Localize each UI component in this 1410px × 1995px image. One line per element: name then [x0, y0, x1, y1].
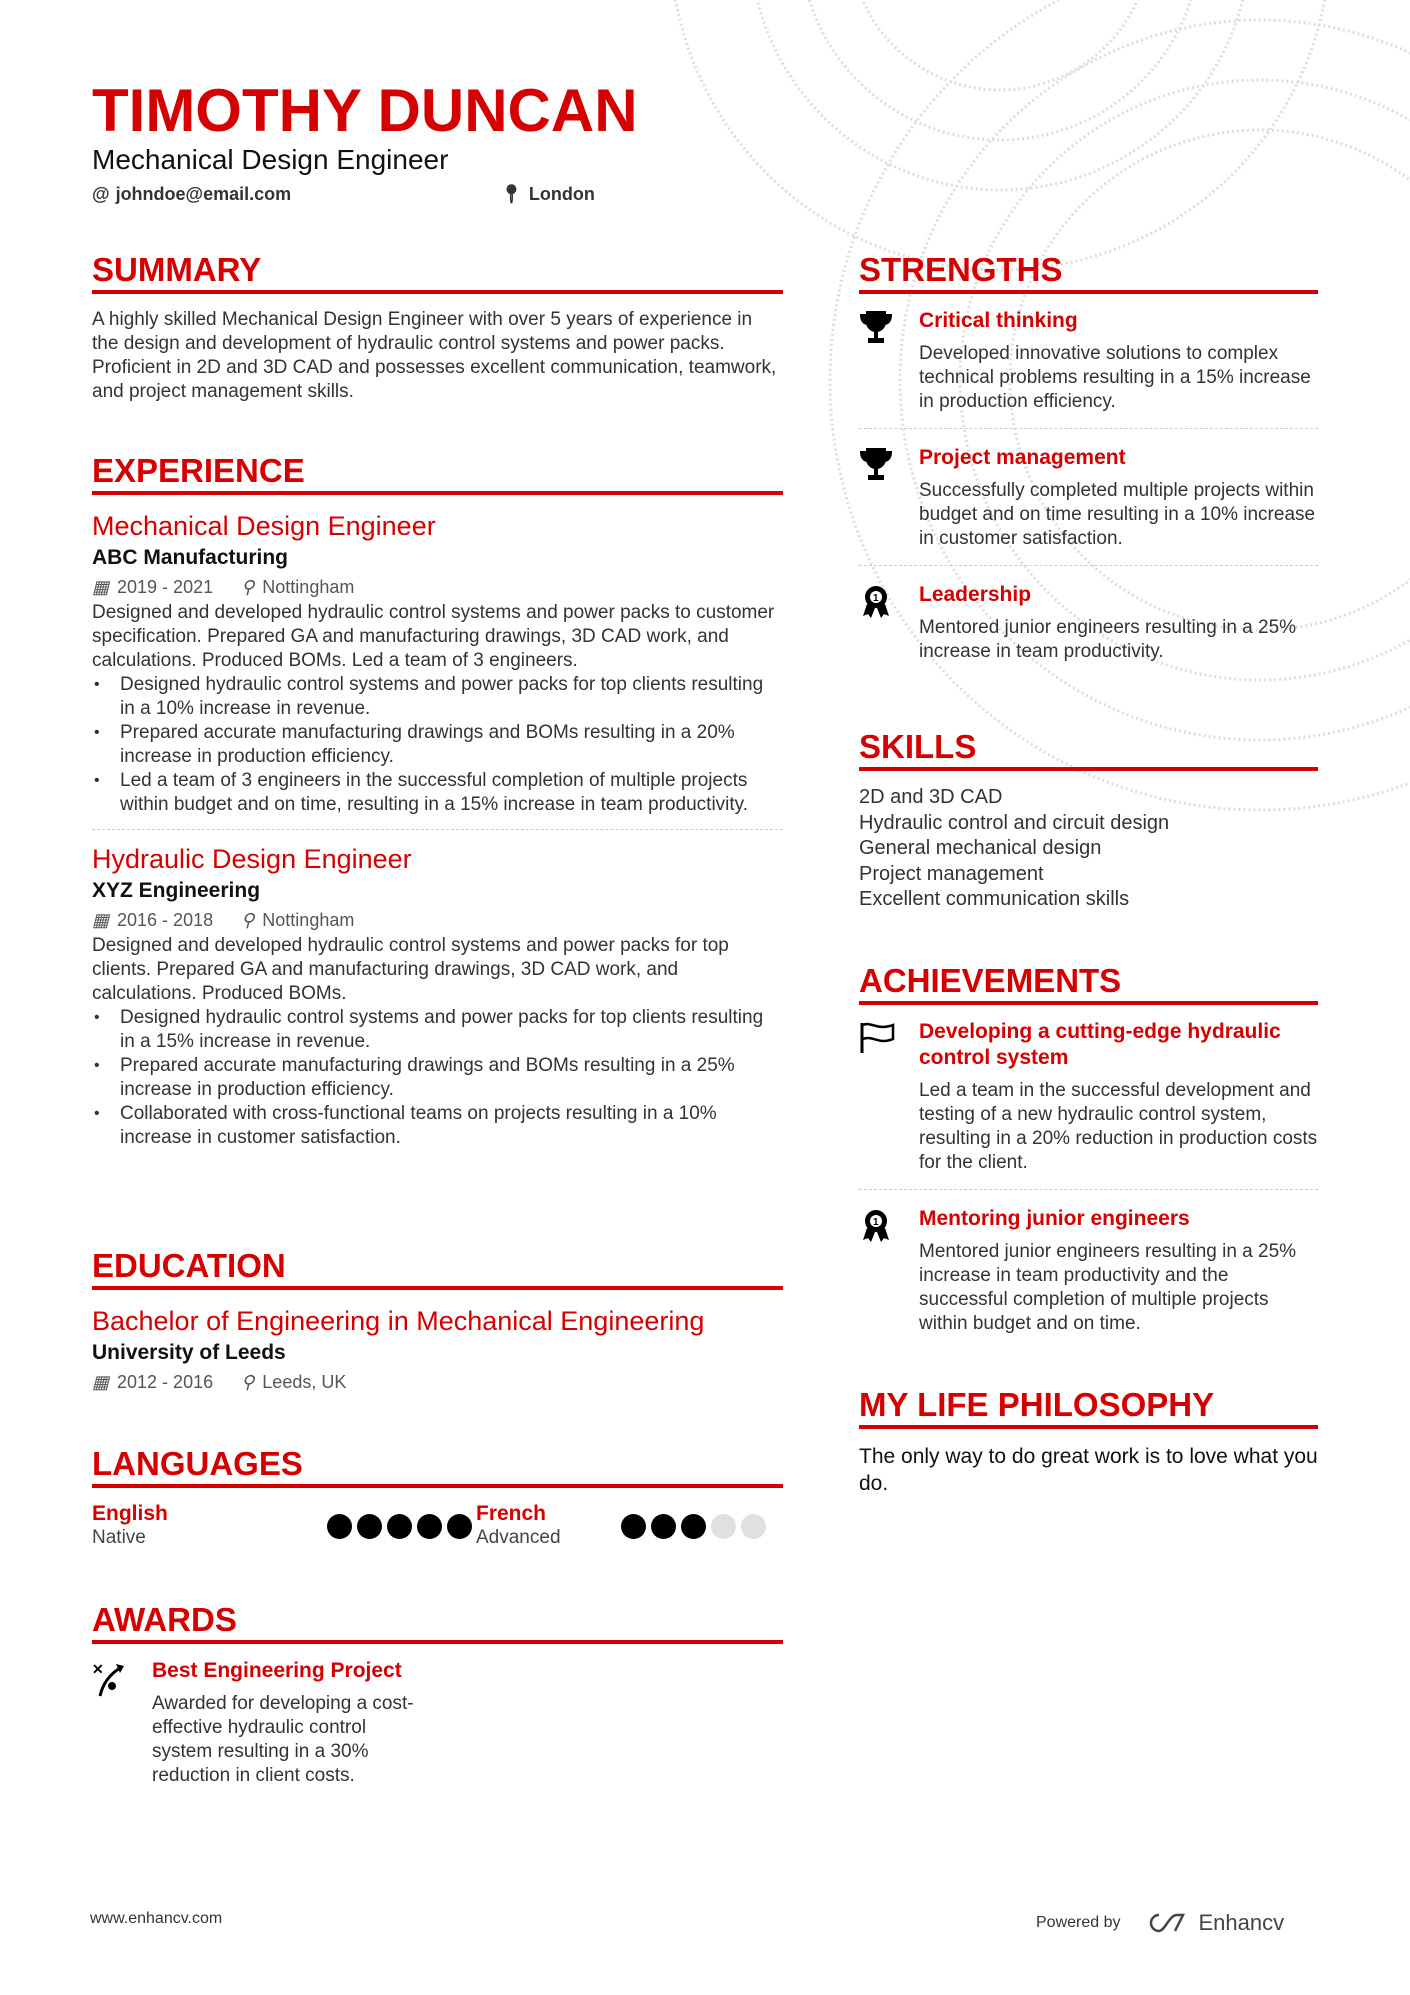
svg-text:1: 1 [873, 593, 879, 604]
section-heading: ACHIEVEMENTS [859, 961, 1318, 1005]
job-entry [92, 509, 783, 817]
language-rating [327, 1514, 489, 1539]
summary-text: A highly skilled Mechanical Design Engineer with over 5 years of experience in the design and development of hydraulic control systems and power packs. Proficient in 2D and 3D CAD and possesses excellent communication, teamwork, and project management skills. [92, 309, 777, 402]
location-contact [500, 184, 595, 205]
experience-section [92, 451, 783, 1150]
strength-item: Critical thinking Developed innovative solutions to complex technical problems resulting in a 15% increase in production efficiency. [859, 308, 1318, 414]
trophy-icon [859, 308, 897, 414]
award-title: Best Engineering Project [152, 1659, 402, 1682]
skill-item: Hydraulic control and circuit design [859, 811, 1170, 834]
powered-by-label: Powered by [1036, 1914, 1121, 1931]
powered-by[interactable] [1036, 1910, 1284, 1936]
rating-dot [681, 1514, 706, 1539]
skills-section [859, 727, 1318, 913]
achievements-section [859, 961, 1318, 1336]
location-pin-icon: ⚲ [241, 910, 255, 930]
school: University of Leeds [92, 1341, 286, 1364]
flag-icon [859, 1019, 897, 1175]
education-section [92, 1246, 783, 1396]
section-heading: SUMMARY [92, 250, 783, 294]
philosophy-text: The only way to do great work is to love what you do. [859, 1445, 1318, 1495]
rating-dot [447, 1514, 472, 1539]
job-bullet: • Collaborated with cross-functional teams on projects resulting in a 10% increase in customer satisfaction. [92, 1102, 783, 1150]
section-heading: EDUCATION [92, 1246, 783, 1290]
date-range: ▦ 2016 - 2018 [92, 906, 213, 934]
section-heading: EXPERIENCE [92, 451, 783, 495]
job-company: ABC Manufacturing [92, 546, 288, 569]
degree: Bachelor of Engineering in Mechanical Engineering [92, 1306, 705, 1336]
section-heading: SKILLS [859, 727, 1318, 771]
job-entry [92, 842, 783, 1150]
email-contact[interactable] [92, 184, 291, 205]
svg-text:1: 1 [873, 1217, 879, 1228]
location-pin-icon: ⚲ [241, 577, 255, 597]
rating-dot [741, 1514, 766, 1539]
rating-dot [621, 1514, 646, 1539]
calendar-icon: ▦ [92, 577, 110, 597]
job-description: Designed and developed hydraulic control systems and power packs for top clients. Prepared GA and manufacturing drawings, 3D CAD work, and calculations. Produced BOMs. [92, 935, 729, 1004]
rating-dot [387, 1514, 412, 1539]
job-role: Mechanical Design Engineer [92, 511, 436, 541]
strength-item: 1 Leadership Mentored junior engineers resulting in a 25% increase in team productivity. [859, 582, 1318, 664]
medal-icon [859, 582, 897, 664]
languages-section [92, 1444, 783, 1550]
achievement-item: 1 Mentoring junior engineers Mentored junior engineers resulting in a 25% increase in team productivity and the successful completion of multiple projects within budget and on time. [859, 1206, 1318, 1336]
job-role: Hydraulic Design Engineer [92, 844, 412, 874]
medal-icon [859, 1206, 897, 1336]
rating-dot [417, 1514, 442, 1539]
strength-item: Project management Successfully completed multiple projects within budget and on time resulting in a 10% increase in customer satisfaction. [859, 445, 1318, 551]
job-bullet: • Designed hydraulic control systems and power packs for top clients resulting in a 10% increase in revenue. [92, 673, 783, 721]
enhancv-brand: Enhancv [1198, 1910, 1285, 1935]
candidate-name: TIMOTHY DUNCAN [92, 77, 638, 144]
trophy-icon [859, 445, 897, 551]
job-bullet: • Prepared accurate manufacturing drawings and BOMs resulting in a 20% increase in production efficiency. [92, 721, 783, 769]
edu-location: ⚲ Leeds, UK [241, 1368, 346, 1396]
awards-section [92, 1600, 783, 1788]
location-pin-icon: ⚲ [241, 1372, 255, 1392]
section-heading: AWARDS [92, 1600, 783, 1644]
section-heading: LANGUAGES [92, 1444, 783, 1488]
language-english: English Native [92, 1502, 168, 1548]
skill-item: General mechanical design [859, 837, 1102, 859]
philosophy-section [859, 1385, 1318, 1497]
divider [92, 829, 783, 830]
award-text: Awarded for developing a cost-effective hydraulic control system resulting in a 30% reduction in client costs. [152, 1693, 414, 1786]
achievement-item: Developing a cutting-edge hydraulic control system Led a team in the successful development and testing of a new hydraulic control system, resulting in a 20% reduction in production costs for the client. [859, 1019, 1318, 1175]
location-text: London [528, 184, 595, 204]
strengths-section [859, 250, 1318, 664]
date-range: ▦ 2012 - 2016 [92, 1368, 213, 1396]
language-french: French Advanced [476, 1502, 561, 1548]
summary-section [92, 250, 783, 404]
candidate-title: Mechanical Design Engineer [92, 144, 449, 175]
strategy-icon [92, 1658, 130, 1788]
job-location: ⚲ Nottingham [241, 906, 354, 934]
at-icon: @ [92, 184, 110, 204]
skill-item: Excellent communication skills [859, 888, 1130, 910]
enhancv-logo-icon [1145, 1911, 1191, 1935]
rating-dot [357, 1514, 382, 1539]
location-pin-icon: 📍︎ [500, 184, 523, 204]
skill-item: Project management [859, 862, 1044, 885]
job-bullet: • Designed hydraulic control systems and power packs for top clients resulting in a 15% increase in revenue. [92, 1006, 783, 1054]
svg-text:✕: ✕ [92, 1661, 104, 1677]
language-rating [621, 1514, 783, 1539]
job-location: ⚲ Nottingham [241, 573, 354, 601]
email-text: johndoe@email.com [115, 184, 292, 204]
footer-url[interactable]: www.enhancv.com [90, 1910, 223, 1927]
rating-dot [327, 1514, 352, 1539]
calendar-icon: ▦ [92, 910, 110, 930]
section-heading: MY LIFE PHILOSOPHY [859, 1385, 1318, 1429]
enhancv-logo [1145, 1910, 1285, 1936]
skill-item: 2D and 3D CAD [859, 786, 1003, 808]
job-bullet: • Led a team of 3 engineers in the successful completion of multiple projects within budget and on time, resulting in a 15% increase in team productivity. [92, 769, 783, 817]
job-bullet: • Prepared accurate manufacturing drawings and BOMs resulting in a 25% increase in production efficiency. [92, 1054, 783, 1102]
rating-dot [711, 1514, 736, 1539]
rating-dot [651, 1514, 676, 1539]
date-range: ▦ 2019 - 2021 [92, 573, 213, 601]
job-description: Designed and developed hydraulic control systems and power packs to customer specification. Prepared GA and manufacturing drawings, 3D CAD work, and calculations. Produced BOMs. Led a team of 3 engineers. [92, 602, 775, 671]
calendar-icon: ▦ [92, 1372, 110, 1392]
section-heading: STRENGTHS [859, 250, 1318, 294]
job-company: XYZ Engineering [92, 879, 261, 902]
